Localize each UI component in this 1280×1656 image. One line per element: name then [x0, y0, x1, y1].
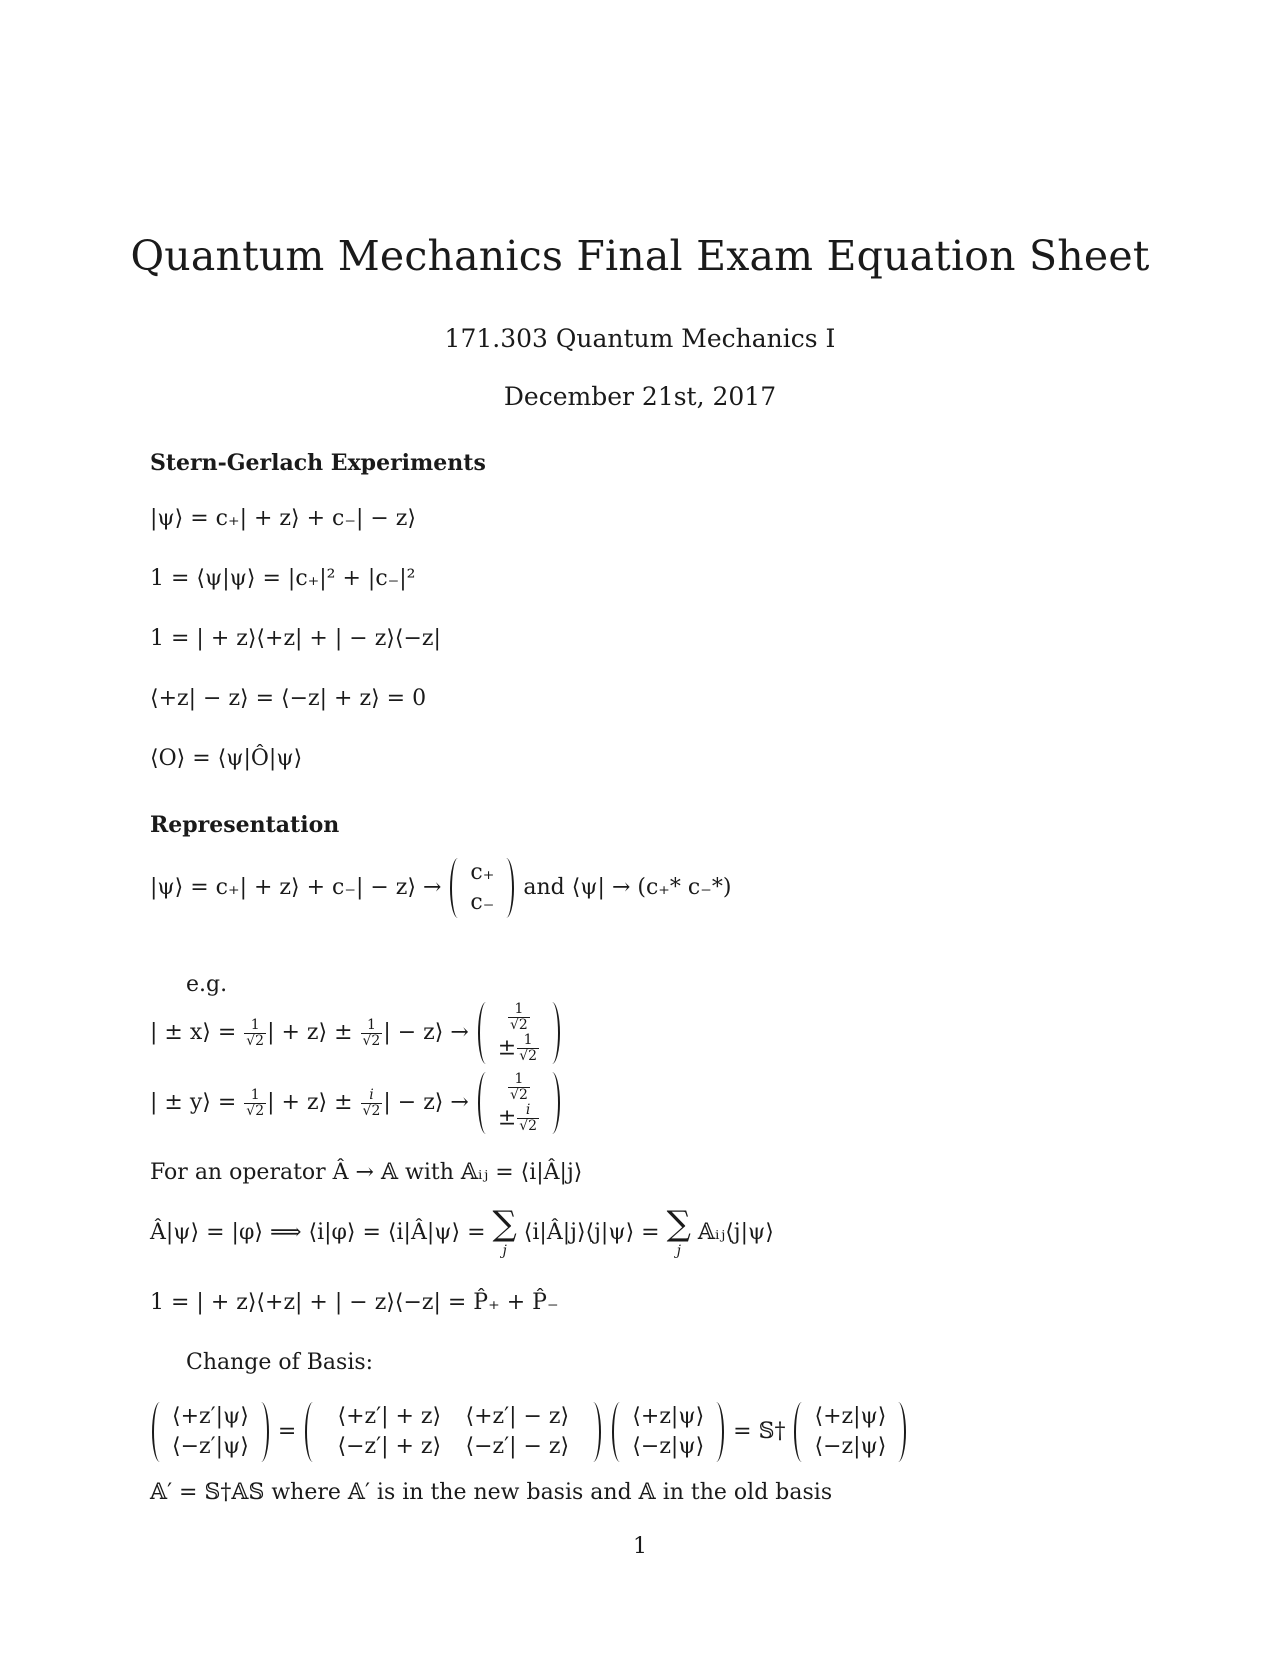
y-coefficient-2: $\frac{i}{√2}$: [362, 1086, 381, 1119]
sum-symbol-2: ∑ j: [666, 1204, 691, 1259]
ket-vector-top: c₊: [470, 860, 495, 885]
x-coefficient-1: $\frac{1}{√2}$: [246, 1016, 265, 1049]
operator-action-mid: ⟨i|Â|j⟩⟨j|ψ⟩ =: [523, 1220, 660, 1245]
normalization-equation: 1 = ⟨ψ|ψ⟩ = |c₊|² + |c₋|²: [150, 566, 416, 591]
transformation-matrix: ⟨+z′| + z⟩ ⟨+z′| − z⟩ ⟨−z′| + z⟩ ⟨−z′| − z⟩: [303, 1402, 603, 1462]
x-state-mid: | + z⟩ ±: [267, 1020, 353, 1045]
old-basis-vector-2: ⟨+z|ψ⟩ ⟨−z|ψ⟩: [792, 1402, 908, 1462]
x-state-equation: [150, 1002, 562, 1064]
x-state-end: | − z⟩ →: [383, 1020, 469, 1045]
change-of-basis-label: Change of Basis:: [186, 1350, 374, 1375]
x-coefficient-2: $\frac{1}{√2}$: [362, 1016, 381, 1049]
ket-representation-lhs: |ψ⟩ = c₊| + z⟩ + c₋| − z⟩ →: [150, 875, 442, 900]
completeness-equation: 1 = | + z⟩⟨+z| + | − z⟩⟨−z|: [150, 626, 441, 651]
ket-representation-equation: [150, 858, 731, 918]
bra-representation: and ⟨ψ| → (c₊* c₋*): [523, 875, 732, 900]
orthogonality-equation: ⟨+z| − z⟩ = ⟨−z| + z⟩ = 0: [150, 686, 427, 711]
similarity-transform-equation: 𝔸′ = 𝕊†𝔸𝕊 where 𝔸′ is in the new basis and 𝔸 in the old basis: [150, 1480, 833, 1505]
exam-date: December 21st, 2017: [503, 382, 777, 411]
y-state-end: | − z⟩ →: [383, 1090, 469, 1115]
y-coefficient-1: $\frac{1}{√2}$: [246, 1086, 265, 1119]
x-state-lhs: | ± x⟩ =: [150, 1020, 237, 1045]
state-expansion-equation: |ψ⟩ = c₊| + z⟩ + c₋| − z⟩: [150, 506, 416, 531]
equals-sign: =: [277, 1419, 297, 1444]
operator-action-end: 𝔸ᵢⱼ⟨j|ψ⟩: [697, 1220, 774, 1245]
y-column-vector: $\frac{1}{√2}$ ± $\frac{i}{√2}$: [476, 1072, 562, 1134]
sum-symbol-1: ∑ j: [492, 1204, 517, 1259]
change-of-basis-equation: [150, 1402, 908, 1462]
x-column-vector: $\frac{1}{√2}$ ± $\frac{1}{√2}$: [476, 1002, 562, 1064]
page-number: 1: [633, 1534, 647, 1559]
operator-action-lhs: Â|ψ⟩ = |φ⟩ ⟹ ⟨i|φ⟩ = ⟨i|Â|ψ⟩ =: [150, 1220, 486, 1245]
section-heading-representation: Representation: [150, 812, 340, 838]
operator-matrix-definition: For an operator Â → 𝔸 with 𝔸ᵢⱼ = ⟨i|Â|j⟩: [150, 1160, 583, 1185]
ket-vector-bottom: c₋: [470, 890, 495, 915]
y-state-mid: | + z⟩ ±: [267, 1090, 353, 1115]
expectation-value-equation: ⟨O⟩ = ⟨ψ|Ô|ψ⟩: [150, 746, 303, 771]
operator-action-equation: [150, 1206, 774, 1260]
ket-column-vector: [448, 858, 516, 918]
example-label: e.g.: [186, 972, 228, 997]
old-basis-vector: ⟨+z|ψ⟩ ⟨−z|ψ⟩: [610, 1402, 726, 1462]
projector-equation: 1 = | + z⟩⟨+z| + | − z⟩⟨−z| = P̂₊ + P̂₋: [150, 1290, 559, 1315]
page-title: Quantum Mechanics Final Exam Equation Sheet: [130, 232, 1150, 280]
new-basis-vector: ⟨+z′|ψ⟩ ⟨−z′|ψ⟩: [150, 1402, 271, 1462]
course-name: 171.303 Quantum Mechanics I: [444, 324, 836, 353]
section-heading-stern-gerlach: Stern-Gerlach Experiments: [150, 450, 486, 476]
equals-s-dagger: = 𝕊†: [733, 1419, 786, 1444]
y-state-lhs: | ± y⟩ =: [150, 1090, 237, 1115]
y-state-equation: [150, 1072, 562, 1134]
